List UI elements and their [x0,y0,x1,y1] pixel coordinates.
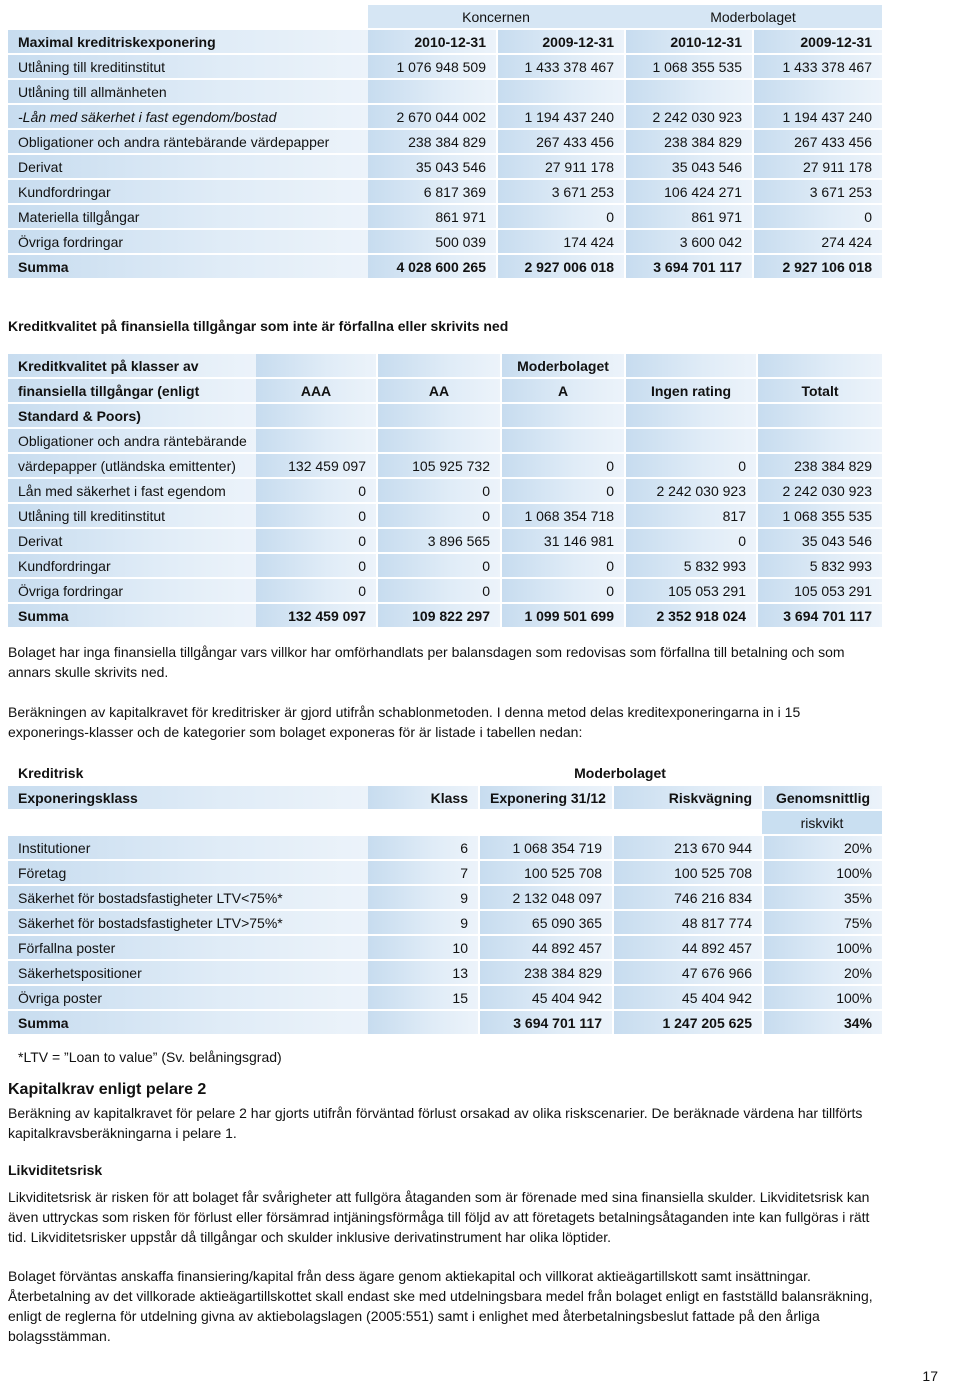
column-header: 2010-12-31 [368,30,496,53]
table-header-row: finansiella tillgångar (enligt AAA AA A Ingen rating Totalt [8,379,882,402]
group-header-moderbolaget: Moderbolaget [624,5,882,28]
table-header-row [8,5,882,28]
section-heading: Kapitalkrav enligt pelare 2 [8,1081,207,1098]
table-total-row: Summa 3 694 701 117 1 247 205 625 34% [8,1011,882,1034]
credit-exposure-table [8,3,882,280]
group-header-moderbolaget: Moderbolaget [500,354,624,377]
credit-risk-class-table [8,759,882,1036]
paragraph: Bolaget har inga finansiella tillgångar vars villkor har omförhandlats per balansdagen som redovisas som förfallna till betalning och som annars skulle skrivits ned. [8,644,845,680]
table-row: Derivat 0 3 896 565 31 146 981 0 35 043 546 [8,529,882,552]
table-row: Utlåning till kreditinstitut 1 076 948 509 1 433 378 467 1 068 355 535 1 433 378 467 [8,55,882,78]
table-header-row [8,811,882,834]
table-row: Säkerhet för bostadsfastigheter LTV>75%* 9 65 090 365 48 817 774 75% [8,911,882,934]
table-row: Utlåning till allmänheten [8,80,882,103]
footnote: *LTV = ”Loan to value” (Sv. belåningsgrad) [18,1049,282,1065]
table-row: Obligationer och andra räntebärande värdepapper 238 384 829 267 433 456 238 384 829 267 433 456 [8,130,882,153]
column-header: Klass [368,786,478,809]
column-header: AA [376,379,500,402]
group-header-moderbolaget: Moderbolaget [574,764,666,781]
table-row: Kundfordringar 0 0 0 5 832 993 5 832 993 [8,554,882,577]
table-row: Företag 7 100 525 708 100 525 708 100% [8,861,882,884]
column-header: 2009-12-31 [496,30,624,53]
table-row: Kundfordringar 6 817 369 3 671 253 106 424 271 3 671 253 [8,180,882,203]
table-row: Övriga fordringar 500 039 174 424 3 600 042 274 424 [8,230,882,253]
credit-quality-table [8,352,882,629]
table-row: Förfallna poster 10 44 892 457 44 892 457 100% [8,936,882,959]
column-header: Totalt [756,379,882,402]
table-row: Obligationer och andra räntebärande [8,429,882,452]
table-row: Utlåning till kreditinstitut 0 0 1 068 354 718 817 1 068 355 535 [8,504,882,527]
column-header: riskvikt [762,811,882,834]
column-header: Genomsnittlig [762,786,882,809]
table-header-row: Exponeringsklass Klass Exponering 31/12 Riskvägning Genomsnittlig [8,786,882,809]
table-total-row: Summa 4 028 600 265 2 927 006 018 3 694 701 117 2 927 106 018 [8,255,882,278]
table-row: Säkerhetspositioner 13 238 384 829 47 676 966 20% [8,961,882,984]
paragraph: Bolaget förväntas anskaffa finansiering/kapital från dess ägare genom aktiekapital och villkorat aktieägartillskott samt insättningar. Återbetalning av det villkorade aktieägartillskottet skall endast ske med utdelningsbara medel från bolaget enligt en fastställd balansräkning, enligt de reglerna för utdelning givna av aktiebolagslagen (2005:551) samt i enlighet med återbetalningsbeslut fattade på den årliga bolagsstämman. [8,1268,873,1344]
column-header: AAA [256,379,376,402]
column-header: Exponering 31/12 [478,786,612,809]
table-row: värdepapper (utländska emittenter) 132 459 097 105 925 732 0 0 238 384 829 [8,454,882,477]
group-header-koncernen: Koncernen [368,5,624,28]
page-number: 17 [922,1368,938,1384]
column-header: Ingen rating [624,379,756,402]
table-row: Derivat 35 043 546 27 911 178 35 043 546 27 911 178 [8,155,882,178]
table-header-row: Kreditkvalitet på klasser av Moderbolaget [8,354,882,377]
column-header: 2010-12-31 [624,30,752,53]
table-row: Övriga fordringar 0 0 0 105 053 291 105 053 291 [8,579,882,602]
table-title: Maximal kreditriskexponering [8,30,368,53]
paragraph: Beräkning av kapitalkravet för pelare 2 har gjorts utifrån förväntad förlust orsakad av olika riskscenarier. De beräknade värdena har tillförts kapitalkravsberäkningarna i pelare 1. [8,1105,863,1141]
column-header: Riskvägning [612,786,762,809]
table-header-row [8,30,882,53]
table-header-row: Standard & Poors) [8,404,882,427]
paragraph: Beräkningen av kapitalkravet för kreditrisker är gjord utifrån schablonmetoden. I denna metod delas kreditexponeringarna in i 15 exponerings-klasser och de kategorier som bolaget exponeras för är listade i tabellen nedan: [8,704,801,740]
table-row: Säkerhet för bostadsfastigheter LTV<75%* 9 2 132 048 097 746 216 834 35% [8,886,882,909]
table-header-row: Kreditrisk Moderbolaget [8,761,882,784]
table-row: Lån med säkerhet i fast egendom 0 0 0 2 242 030 923 2 242 030 923 [8,479,882,502]
column-header: 2009-12-31 [752,30,882,53]
table-row: -Lån med säkerhet i fast egendom/bostad 2 670 044 002 1 194 437 240 2 242 030 923 1 194 437 240 [8,105,882,128]
table-row: Övriga poster 15 45 404 942 45 404 942 100% [8,986,882,1009]
table-row: Materiella tillgångar 861 971 0 861 971 0 [8,205,882,228]
paragraph: Likviditetsrisk är risken för att bolaget får svårigheter att fullgöra åtaganden som är förenade med sina finansiella skulder. Likviditetsrisk kan även uttryckas som risken för förlust eller försämrad intjäningsförmåga till följd av att företagets betalningsåtaganden inte kan fullgöras i rätt tid. Likviditetsrisker uppstår då tillgångar och skulder inklusive derivatinstrument har olika löptider. [8,1189,870,1245]
section-heading: Likviditetsrisk [8,1162,103,1178]
section-heading: Kreditkvalitet på finansiella tillgångar som inte är förfallna eller skrivits ned [8,318,509,334]
table-total-row: Summa 132 459 097 109 822 297 1 099 501 699 2 352 918 024 3 694 701 117 [8,604,882,627]
table-row: Institutioner 6 1 068 354 719 213 670 944 20% [8,836,882,859]
column-header: A [500,379,624,402]
